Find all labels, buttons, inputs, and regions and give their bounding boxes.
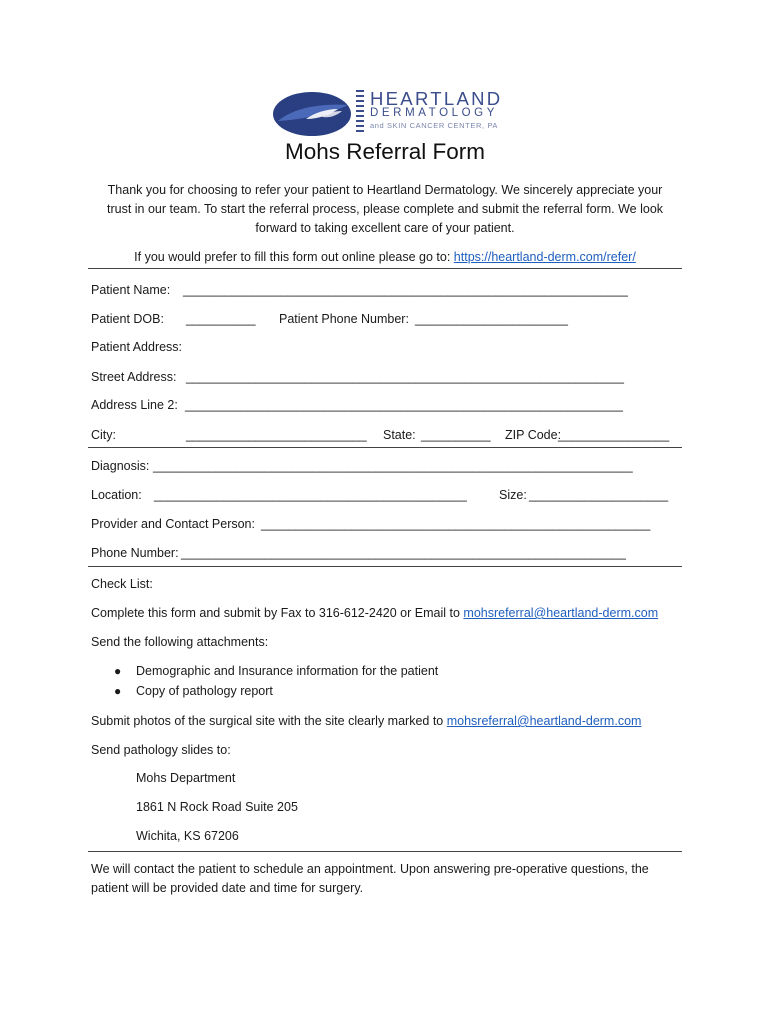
online-note — [70, 248, 700, 268]
patient-phone-field[interactable]: ______________________ — [415, 312, 568, 326]
city-row — [91, 427, 670, 443]
footer-line-2: patient will be provided date and time for surgery. — [91, 881, 364, 895]
divider-checklist — [88, 566, 682, 567]
location-label: Location: — [91, 488, 142, 502]
bullet-icon: ● — [114, 684, 122, 698]
patient-phone-label: Patient Phone Number: — [279, 312, 409, 326]
patient-name-field[interactable]: ________________________________________________________________ — [183, 283, 628, 297]
phone-row — [91, 545, 626, 561]
divider-top — [88, 268, 682, 269]
patient-name-row — [91, 282, 628, 298]
heartland-logo-mark-icon — [272, 91, 352, 137]
footer-line-1: We will contact the patient to schedule an appointment. Upon answering pre-operative questions, the — [91, 862, 649, 876]
address-line: Mohs Department — [136, 771, 236, 785]
address-line2-field[interactable]: _______________________________________________________________ — [185, 398, 623, 412]
city-label: City: — [91, 428, 116, 442]
online-referral-link[interactable]: https://heartland-derm.com/refer/ — [453, 250, 636, 264]
street-address-field[interactable]: _______________________________________________________________ — [186, 370, 624, 384]
location-field[interactable]: _____________________________________________ — [154, 488, 467, 502]
logo-bars-icon — [356, 90, 364, 136]
patient-dob-label: Patient DOB: — [91, 312, 164, 326]
provider-row — [91, 516, 651, 532]
referral-email-link[interactable]: mohsreferral@heartland-derm.com — [463, 606, 659, 620]
logo-line1: HEARTLAND — [370, 88, 503, 109]
bullet-icon: ● — [114, 664, 122, 678]
address-line: Wichita, KS 67206 — [136, 829, 239, 843]
logo-line3: and SKIN CANCER CENTER, PA — [370, 121, 498, 130]
street-address-label: Street Address: — [91, 370, 177, 384]
address-line2-row — [91, 397, 623, 413]
logo-line2: DERMATOLOGY — [370, 107, 498, 119]
photos-instructions — [91, 713, 641, 729]
intro-line-1: Thank you for choosing to refer your patient to Heartland Dermatology. We sincerely appreciate your — [107, 183, 663, 197]
size-label: Size: — [499, 488, 527, 502]
diagnosis-row — [91, 458, 633, 474]
diagnosis-field[interactable]: _____________________________________________________________________ — [153, 459, 633, 473]
slides-heading: Send pathology slides to: — [91, 743, 231, 757]
patient-address-label: Patient Address: — [91, 340, 183, 354]
attachments-heading: Send the following attachments: — [91, 635, 269, 649]
phone-field[interactable]: ________________________________________________________________ — [181, 546, 626, 560]
diagnosis-label: Diagnosis: — [91, 459, 150, 473]
zip-field[interactable]: ________________ — [558, 428, 670, 442]
intro-line-2: trust in our team. To start the referral process, please complete and submit the referral form. We look — [106, 202, 664, 216]
online-note-text: If you would prefer to fill this form out online please go to: — [134, 250, 454, 264]
checklist-heading: Check List: — [91, 577, 153, 591]
intro-line-3: forward to taking excellent care of your patient. — [255, 221, 515, 235]
patient-name-label: Patient Name: — [91, 283, 171, 297]
fax-instructions-text: Complete this form and submit by Fax to 316-612-2420 or Email to — [91, 606, 464, 620]
city-field[interactable]: __________________________ — [186, 428, 367, 442]
patient-dob-field[interactable]: __________ — [186, 312, 256, 326]
divider-footer — [88, 851, 682, 852]
photos-email-link[interactable]: mohsreferral@heartland-derm.com — [446, 714, 642, 728]
provider-label: Provider and Contact Person: — [91, 517, 255, 531]
fax-instructions — [91, 605, 658, 621]
logo — [272, 88, 504, 140]
provider-field[interactable]: ________________________________________________________ — [261, 517, 651, 531]
attachment-item: Copy of pathology report — [136, 684, 273, 698]
state-field[interactable]: __________ — [421, 428, 491, 442]
page-title: Mohs Referral Form — [284, 139, 486, 164]
photos-instructions-text: Submit photos of the surgical site with the site clearly marked to — [91, 714, 447, 728]
divider-address — [88, 447, 682, 448]
address-line2-label: Address Line 2: — [91, 398, 178, 412]
street-address-row — [91, 369, 624, 385]
location-row — [91, 487, 669, 503]
state-label: State: — [383, 428, 416, 442]
phone-label: Phone Number: — [91, 546, 179, 560]
patient-dob-row — [91, 311, 568, 327]
attachment-item: Demographic and Insurance information for the patient — [136, 664, 439, 678]
size-field[interactable]: ____________________ — [529, 488, 669, 502]
address-line: 1861 N Rock Road Suite 205 — [136, 800, 298, 814]
zip-label: ZIP Code: — [505, 428, 562, 442]
